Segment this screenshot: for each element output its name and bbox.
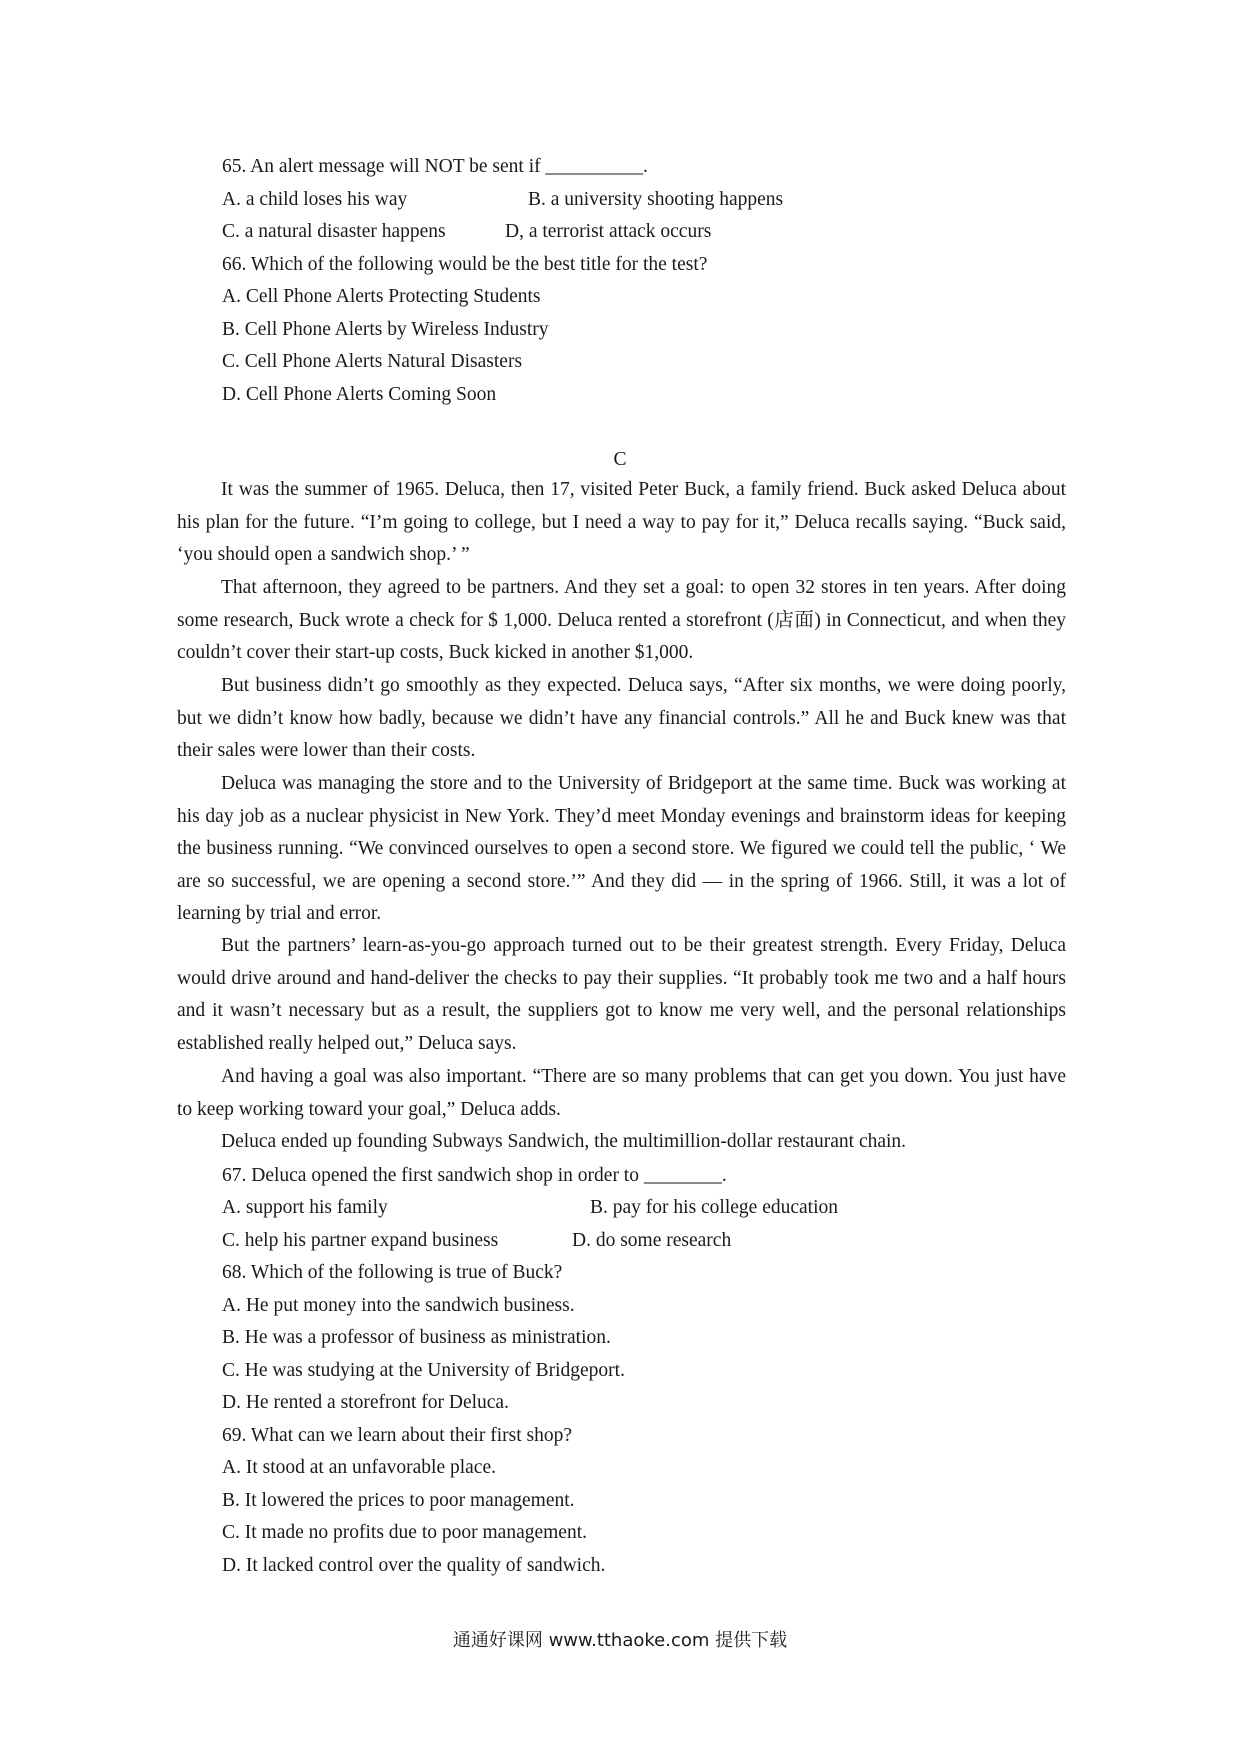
- question-68-option-a: A. He put money into the sandwich business.: [222, 1295, 575, 1316]
- question-66-stem: 66. Which of the following would be the best title for the test?: [222, 254, 708, 275]
- passage-paragraph-5: But the partners’ learn-as-you-go approach turned out to be their greatest strength. Every Friday, Deluca would drive around and hand-deliver the checks to pay their supplies. “It probably took me two and a half hours and it wasn’t necessary but as a result, the suppliers got to know me very well, and the personal relationships established really helped out,” Deluca says.: [177, 935, 1066, 1054]
- question-68-option-b: B. He was a professor of business as ministration.: [222, 1327, 611, 1348]
- question-69-option-d: D. It lacked control over the quality of sandwich.: [222, 1555, 606, 1576]
- passage-paragraph-3: But business didn’t go smoothly as they expected. Deluca says, “After six months, we were doing poorly, but we didn’t know how badly, because we didn’t have any financial controls.” All he and Buck knew was that their sales were lower than their costs.: [177, 675, 1066, 762]
- question-65-option-a: A. a child loses his way: [222, 189, 408, 210]
- question-68-option-c: C. He was studying at the University of Bridgeport.: [222, 1360, 625, 1381]
- question-69-stem: 69. What can we learn about their first shop?: [222, 1425, 572, 1446]
- question-65-option-d: D, a terrorist attack occurs: [505, 221, 712, 242]
- question-68-option-d: D. He rented a storefront for Deluca.: [222, 1392, 509, 1413]
- question-69-option-b: B. It lowered the prices to poor management.: [222, 1490, 575, 1511]
- question-67-option-d: D. do some research: [572, 1230, 732, 1251]
- question-69-option-a: A. It stood at an unfavorable place.: [222, 1457, 496, 1478]
- passage-paragraph-1: It was the summer of 1965. Deluca, then 17, visited Peter Buck, a family friend. Buck asked Deluca about his plan for the future. “I’m going to college, but I need a way to pay for it,” Deluca recalls saying. “Buck said, ‘you should open a sandwich shop.’ ”: [177, 479, 1066, 566]
- question-65-option-c: C. a natural disaster happens: [222, 221, 446, 242]
- question-66-option-d: D. Cell Phone Alerts Coming Soon: [222, 384, 497, 405]
- question-67-option-a: A. support his family: [222, 1197, 388, 1218]
- section-heading: C: [613, 449, 627, 470]
- question-67-option-c: C. help his partner expand business: [222, 1230, 499, 1251]
- question-65-stem: 65. An alert message will NOT be sent if __________.: [222, 156, 648, 177]
- passage-paragraph-7: Deluca ended up founding Subways Sandwich, the multimillion-dollar restaurant chain.: [221, 1131, 907, 1152]
- page-footer: 通通好课网 www.tthaoke.com 提供下载: [452, 1630, 788, 1651]
- question-67-stem: 67. Deluca opened the first sandwich shop in order to ________.: [222, 1165, 727, 1186]
- question-69-option-c: C. It made no profits due to poor management.: [222, 1522, 587, 1543]
- passage-paragraph-4: Deluca was managing the store and to the University of Bridgeport at the same time. Buck was working at his day job as a nuclear physicist in New York. They’d meet Monday evenings and brainstorm ideas for keeping the business running. “We convinced ourselves to open a second store. We figured we could tell the public, ‘ We are so successful, we are opening a second store.’” And they did — in the spring of 1966. Still, it was a lot of learning by trial and error.: [177, 773, 1066, 925]
- question-66-option-b: B. Cell Phone Alerts by Wireless Industry: [222, 319, 549, 340]
- question-66-option-c: C. Cell Phone Alerts Natural Disasters: [222, 351, 523, 372]
- passage-paragraph-2: That afternoon, they agreed to be partners. And they set a goal: to open 32 stores in ten years. After doing some research, Buck wrote a check for $ 1,000. Deluca rented a storefront (店面) in Connecticut, and when they couldn’t cover their start-up costs, Buck kicked in another $1,000.: [177, 577, 1066, 664]
- question-68-stem: 68. Which of the following is true of Buck?: [222, 1262, 563, 1283]
- passage-paragraph-6: And having a goal was also important. “There are so many problems that can get you down. You just have to keep working toward your goal,” Deluca adds.: [177, 1066, 1066, 1120]
- question-66-option-a: A. Cell Phone Alerts Protecting Students: [222, 286, 541, 307]
- question-65-option-b: B. a university shooting happens: [528, 189, 784, 210]
- question-67-option-b: B. pay for his college education: [590, 1197, 839, 1218]
